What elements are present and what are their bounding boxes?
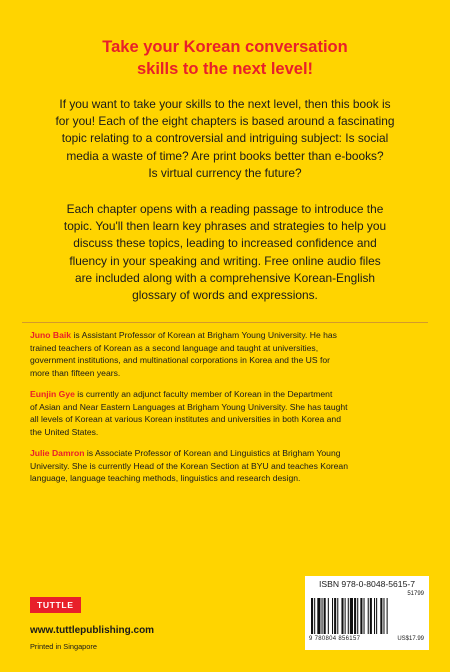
barcode-bar	[345, 598, 346, 634]
barcode-bar	[348, 598, 349, 634]
blurb-line: glossary of words and expressions.	[132, 288, 318, 303]
blurb-line: topic relating to a controversial and intriguing subject: Is social	[61, 131, 389, 146]
bio-line: University. She is currently Head of the Korean Section at BYU and teaches Korean	[30, 460, 348, 471]
barcode-bar	[324, 598, 326, 634]
barcode-bar	[311, 598, 313, 634]
barcode-bar	[328, 598, 329, 634]
price-code: 51799	[407, 591, 424, 597]
blurb-line: If you want to take your skills to the next level, then this book is	[59, 97, 391, 111]
barcode-bar	[314, 598, 315, 634]
bio-line	[30, 329, 426, 342]
printed-in-note: Printed in Singapore	[30, 642, 97, 651]
bio-line: trained teachers of Korean as a second language and taught at universities,	[30, 342, 319, 353]
author-bio-juno-baik	[30, 329, 426, 379]
barcode-bar	[334, 598, 336, 634]
barcode-bar	[332, 598, 333, 634]
bio-line	[30, 447, 426, 460]
blurb-line: fluency in your speaking and writing. Free online audio files	[69, 253, 381, 268]
author-name: Juno Baik	[30, 330, 72, 340]
barcode-panel	[305, 576, 429, 650]
barcode-price: US$17.99	[397, 636, 424, 642]
barcode-bar	[380, 598, 382, 634]
barcode-bar	[360, 598, 362, 634]
bio-text: is currently an adjunct faculty member of Korean in the Department	[74, 389, 333, 399]
barcode-bar	[383, 598, 384, 634]
author-name: Julie Damron	[30, 448, 85, 458]
blurb-line: are included along with a comprehensive Korean-English	[74, 270, 376, 285]
publisher-website[interactable]: www.tuttlepublishing.com	[30, 625, 155, 636]
blurb-paragraph-2	[28, 201, 422, 304]
bio-text: is Associate Professor of Korean and Linguistics at Brigham Young	[84, 448, 341, 458]
bio-line: government institutions, and multinational corporations in Korea and the US for	[30, 355, 330, 366]
barcode-number: 9 780804 856157	[309, 636, 361, 642]
blurb-line: Each chapter opens with a reading passage to introduce the	[66, 202, 384, 216]
barcode-bar	[357, 598, 358, 634]
bio-line: all levels of Korean at various Korean institutes and universities in both Korea and	[30, 414, 341, 425]
headline	[20, 36, 430, 80]
blurb-line: discuss these topics, leading to increased confidence and	[73, 236, 377, 251]
barcode-bar	[341, 598, 343, 634]
author-bio-eunjin-gye	[30, 388, 426, 438]
headline-line-1: Take your Korean conversation	[102, 38, 348, 56]
section-divider	[22, 322, 428, 323]
bio-text: is Assistant Professor of Korean at Brigham Young University. He has	[71, 330, 337, 340]
barcode-bar	[374, 598, 375, 634]
barcode-bar	[317, 598, 320, 634]
barcode-bar	[364, 598, 365, 634]
bio-line: of Asian and Near Eastern Languages at Brigham Young University. She has taught	[30, 401, 348, 412]
headline-line-2: skills to the next level!	[136, 60, 314, 78]
barcode-bar	[376, 598, 377, 634]
author-bio-julie-damron	[30, 447, 426, 485]
bio-line	[30, 388, 426, 401]
isbn-text: ISBN 978-0-8048-5615-7	[318, 579, 416, 589]
blurb-line: media a waste of time? Are print books better than e-books?	[66, 148, 384, 163]
blurb-line: Is virtual currency the future?	[148, 165, 302, 180]
author-name: Eunjin Gye	[30, 389, 75, 399]
barcode-bar	[337, 598, 338, 634]
blurb-paragraph-1	[28, 96, 422, 182]
bio-line: more than fifteen years.	[30, 367, 121, 378]
barcode-bar	[322, 598, 323, 634]
barcode-bar	[350, 598, 353, 634]
bio-line: the United States.	[30, 426, 99, 437]
blurb-line: for you! Each of the eight chapters is based around a fascinating	[55, 114, 395, 129]
barcode-bar	[387, 598, 388, 634]
blurb-line: topic. You'll then learn key phrases and strategies to help you	[63, 219, 387, 234]
barcode-bar	[370, 598, 372, 634]
publisher-logo: TUTTLE	[30, 597, 81, 613]
barcode-bars	[311, 598, 423, 634]
barcode-bar	[354, 598, 356, 634]
barcode-bar	[368, 598, 369, 634]
bio-line: language, language teaching methods, linguistics and research design.	[30, 473, 301, 484]
